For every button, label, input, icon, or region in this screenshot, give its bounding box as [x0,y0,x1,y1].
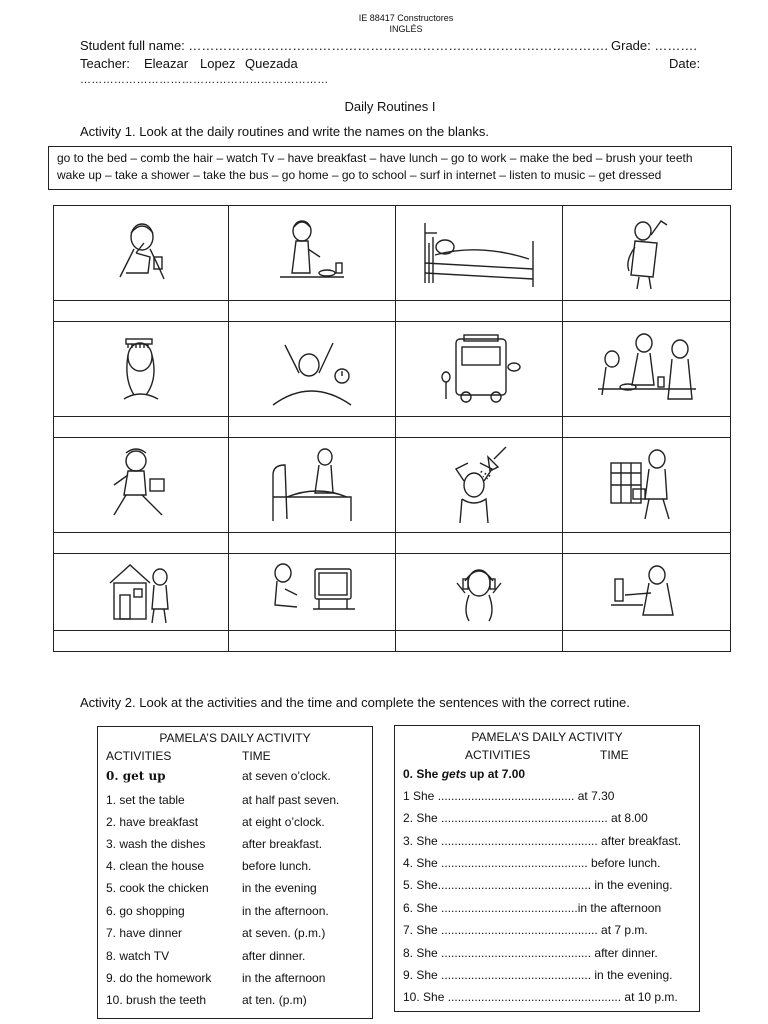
sentence-blank[interactable]: 5. She.............................................. in the evening. [403,878,673,892]
go-home-picture [106,559,176,625]
right-panel-title: PAMELA’S DAILY ACTIVITY [471,730,623,744]
answer-blank[interactable] [563,301,731,322]
left-col-activities: ACTIVITIES [106,749,172,763]
activity-time: after breakfast. [242,837,323,851]
sentence-blank[interactable]: 7. She ............................................... at 7 p.m. [403,923,648,937]
shower-cell [396,438,563,533]
go-to-school-cell [54,438,229,533]
sentence-blank[interactable]: 3. She ............................................... after breakfast. [403,834,682,848]
sentence-blank[interactable]: 6. She .........................................in the afternoon [403,901,662,915]
activity-time: after dinner. [242,949,306,963]
sleeping-in-bed-cell [396,206,563,301]
activity-item: 5. cook the chicken [106,881,209,895]
picture-row [54,438,731,533]
activity2-instruction: Activity 2. Look at the activities and the time and complete the sentences with the correct rutine. [80,695,630,710]
left-panel-title: PAMELA’S DAILY ACTIVITY [159,731,311,745]
teacher-last-name-2: Quezada [245,56,298,71]
activity-item: 2. have breakfast [106,815,199,829]
make-bed-picture [267,445,357,525]
teacher-label: Teacher: [80,56,130,71]
activity-item: 0. get up [106,769,166,783]
watch-tv-cell [229,554,396,631]
sentence-completion-panel [394,725,700,1012]
answer-row [54,631,731,652]
example-sentence [403,767,525,781]
example-verb: gets [441,767,467,781]
answer-blank[interactable] [54,417,229,438]
example-start: 0. She [403,767,442,781]
brush-teeth-cell [54,206,229,301]
school-bus-cell [396,322,563,417]
answer-blank[interactable] [396,417,563,438]
activity-time: in the afternoon [242,971,326,985]
activity1-instruction: Activity 1. Look at the daily routines and write the names on the blanks. [80,124,490,139]
school-name: IE 88417 Constructores [358,13,454,23]
answer-blank[interactable] [54,533,229,554]
sentence-blank[interactable]: 10. She .................................................... at 10 p.m. [403,990,678,1004]
worksheet-title: Daily Routines I [344,99,436,114]
go-home-cell [54,554,229,631]
activity-item: 9. do the homework [106,971,212,985]
answer-blank[interactable] [54,301,229,322]
watch-tv-picture [267,559,357,625]
subject-name: INGLÉS [389,24,423,34]
example-end: up at 7.00 [466,767,526,781]
internet-cell [563,554,731,631]
wake-up-picture [267,329,357,409]
internet-picture [607,559,687,625]
answer-blank[interactable] [563,533,731,554]
activity-time: at seven. (p.m.) [242,926,326,940]
answer-blank[interactable] [229,533,396,554]
family-lunch-cell [563,322,731,417]
answer-blank[interactable] [54,631,229,652]
make-bed-cell [229,438,396,533]
answer-blank[interactable] [396,301,563,322]
answer-blank[interactable] [229,301,396,322]
answer-row [54,301,731,322]
answer-blank[interactable] [396,533,563,554]
listen-music-cell [396,554,563,631]
date-label: Date: [669,56,701,71]
dotted-line: ………………………………………………………… [80,74,329,86]
school-bus-picture [434,329,524,409]
activity-item: 6. go shopping [106,904,185,918]
right-col-time: TIME [600,748,629,762]
listen-music-picture [449,559,509,625]
activity-item: 10. brush the teeth [106,993,207,1007]
go-to-school-picture [106,445,176,525]
picture-row [54,554,731,631]
answer-blank[interactable] [396,631,563,652]
activity-time: at eight o’clock. [242,815,325,829]
word-bank-line-1: go to the bed – comb the hair – watch Tv – have breakfast – have lunch – go to work – make the bed – brush your teeth [57,151,693,165]
sentence-blank[interactable]: 2. She .................................................. at 8.00 [403,811,648,825]
grade-line: Grade: ………. [611,38,697,53]
activity-item: 4. clean the house [106,859,205,873]
go-to-work-picture [607,445,687,525]
sentence-blank[interactable]: 8. She ............................................. after dinner. [403,946,658,960]
answer-blank[interactable] [563,417,731,438]
picture-row [54,206,731,301]
routine-picture-grid [53,205,731,652]
word-bank [48,146,732,190]
family-lunch-picture [592,329,702,409]
activity-time: before lunch. [242,859,312,873]
teacher-first-name: Eleazar [144,56,189,71]
comb-hair-cell [54,322,229,417]
activity-item: 3. wash the dishes [106,837,206,851]
activity-item: 1. set the table [106,793,185,807]
breakfast-cell [229,206,396,301]
breakfast-picture [272,213,352,293]
answer-blank[interactable] [563,631,731,652]
activity-item: 7. have dinner [106,926,183,940]
go-to-work-cell [563,438,731,533]
pamela-activities-panel [97,726,373,1019]
shower-picture [444,445,514,525]
wake-up-cell [229,322,396,417]
activity-time: at half past seven. [242,793,340,807]
school-header [0,13,768,35]
teacher-last-name-1: Lopez [200,56,236,71]
getting-dressed-cell [563,206,731,301]
sentence-blank[interactable]: 4. She ............................................ before lunch. [403,856,661,870]
right-col-activities: ACTIVITIES [465,748,531,762]
activity-time: at ten. (p.m) [242,993,307,1007]
left-col-time: TIME [242,749,271,763]
activity-time: at seven o’clock. [242,769,331,783]
comb-hair-picture [106,329,176,409]
activity-time: in the afternoon. [242,904,329,918]
word-bank-line-2: wake up – take a shower – take the bus – go home – go to school – surf in internet – listen to music – get dressed [57,168,662,182]
activity-item: 8. watch TV [106,949,170,963]
student-name-line: Student full name: ……………………………………………………………………………………. [80,38,609,53]
activity-time: in the evening [242,881,317,895]
sentence-blank[interactable]: 1 She ......................................... at 7.30 [403,789,615,803]
brush-teeth-picture [106,213,176,293]
answer-row [54,417,731,438]
picture-row [54,322,731,417]
sleeping-in-bed-picture [419,213,539,293]
answer-row [54,533,731,554]
answer-blank[interactable] [229,631,396,652]
getting-dressed-picture [617,213,677,293]
sentence-blank[interactable]: 9. She ............................................. in the evening. [403,968,673,982]
answer-blank[interactable] [229,417,396,438]
